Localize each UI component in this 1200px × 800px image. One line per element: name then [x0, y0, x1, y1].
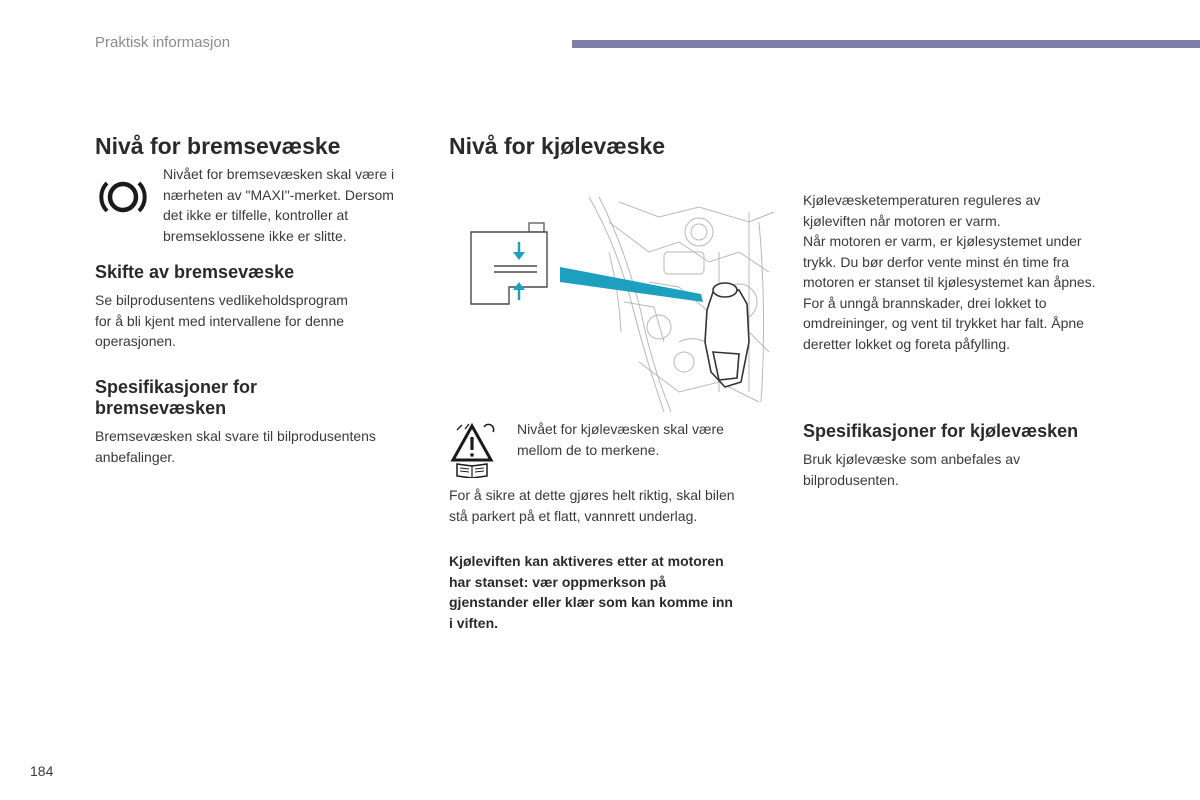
page-number: 184	[30, 763, 54, 779]
text-line: i viften.	[449, 614, 499, 631]
heading-line: bremsevæsken	[95, 398, 227, 418]
text-line: Kjølevæsketemperaturen reguleres av	[803, 192, 1041, 208]
header-accent-bar	[572, 40, 1200, 48]
coolant-spec-title: Spesifikasjoner for kjølevæsken	[803, 421, 1079, 441]
text-line: Nivået for bremsevæsken skal være i	[163, 166, 395, 182]
heading-line: Spesifikasjoner for	[95, 377, 258, 397]
brake-fluid-change-title: Skifte av bremsevæske	[95, 262, 295, 282]
brake-fluid-intro	[163, 164, 428, 246]
text-line: motoren er stanset til kjølesystemet kan åpnes.	[803, 274, 1096, 290]
text-line: Nivået for kjølevæsken skal være	[517, 421, 724, 437]
cooling-fan-warning	[449, 551, 779, 633]
brake-fluid-change-text	[95, 290, 415, 352]
text-line: operasjonen.	[95, 333, 176, 349]
brake-fluid-title: Nivå for bremsevæske	[95, 133, 341, 159]
text-line: deretter lokket og foreta påfylling.	[803, 335, 1011, 352]
text-line: kjøleviften når motoren er varm.	[803, 212, 1001, 229]
brake-fluid-spec-title	[95, 377, 257, 419]
text-line: bilprodusenten.	[803, 471, 899, 488]
text-line: For å sikre at dette gjøres helt riktig, skal bilen	[449, 487, 735, 503]
coolant-spec-text	[803, 449, 1133, 490]
flat-parking-text	[449, 485, 779, 526]
text-line: mellom de to merkene.	[517, 441, 660, 458]
coolant-level-text	[517, 419, 777, 460]
text-line: for å bli kjent med intervallene for denne	[95, 312, 345, 329]
text-line: Bremsevæsken skal svare til bilprodusentens	[95, 428, 376, 444]
text-line: stå parkert på et flatt, vannrett underlag.	[449, 507, 698, 524]
text-line: For å unngå brannskader, drei lokket to	[803, 294, 1047, 311]
text-line: trykk. Du bør derfor vente minst én time fra	[803, 253, 1070, 270]
section-header: Praktisk informasjon	[95, 34, 231, 51]
engine-bay-illustration	[449, 192, 775, 414]
text-line: Kjøleviften kan aktiveres etter at motoren	[449, 553, 724, 569]
text-line: nærheten av "MAXI"-merket. Dersom	[163, 186, 394, 203]
text-line: anbefalinger.	[95, 448, 176, 465]
text-line: Se bilprodusentens vedlikeholdsprogram	[95, 292, 348, 308]
coolant-temperature-text	[803, 190, 1143, 354]
text-line: bremseklossene ikke er slitte.	[163, 227, 347, 244]
text-line: gjenstander eller klær som kan komme inn	[449, 594, 733, 610]
text-line: Bruk kjølevæske som anbefales av	[803, 451, 1021, 467]
text-line: Når motoren er varm, er kjølesystemet under	[803, 233, 1082, 249]
coolant-level-title: Nivå for kjølevæske	[449, 133, 666, 159]
hot-engine-read-manual-icon	[449, 420, 505, 478]
text-line: det ikke er tilfelle, kontroller at	[163, 207, 349, 223]
text-line: omdreininger, og vent til trykket har falt. Åpne	[803, 315, 1084, 331]
brake-warning-icon	[95, 172, 151, 222]
brake-fluid-spec-text	[95, 426, 425, 467]
text-line: har stanset: vær oppmerkson på	[449, 573, 667, 590]
